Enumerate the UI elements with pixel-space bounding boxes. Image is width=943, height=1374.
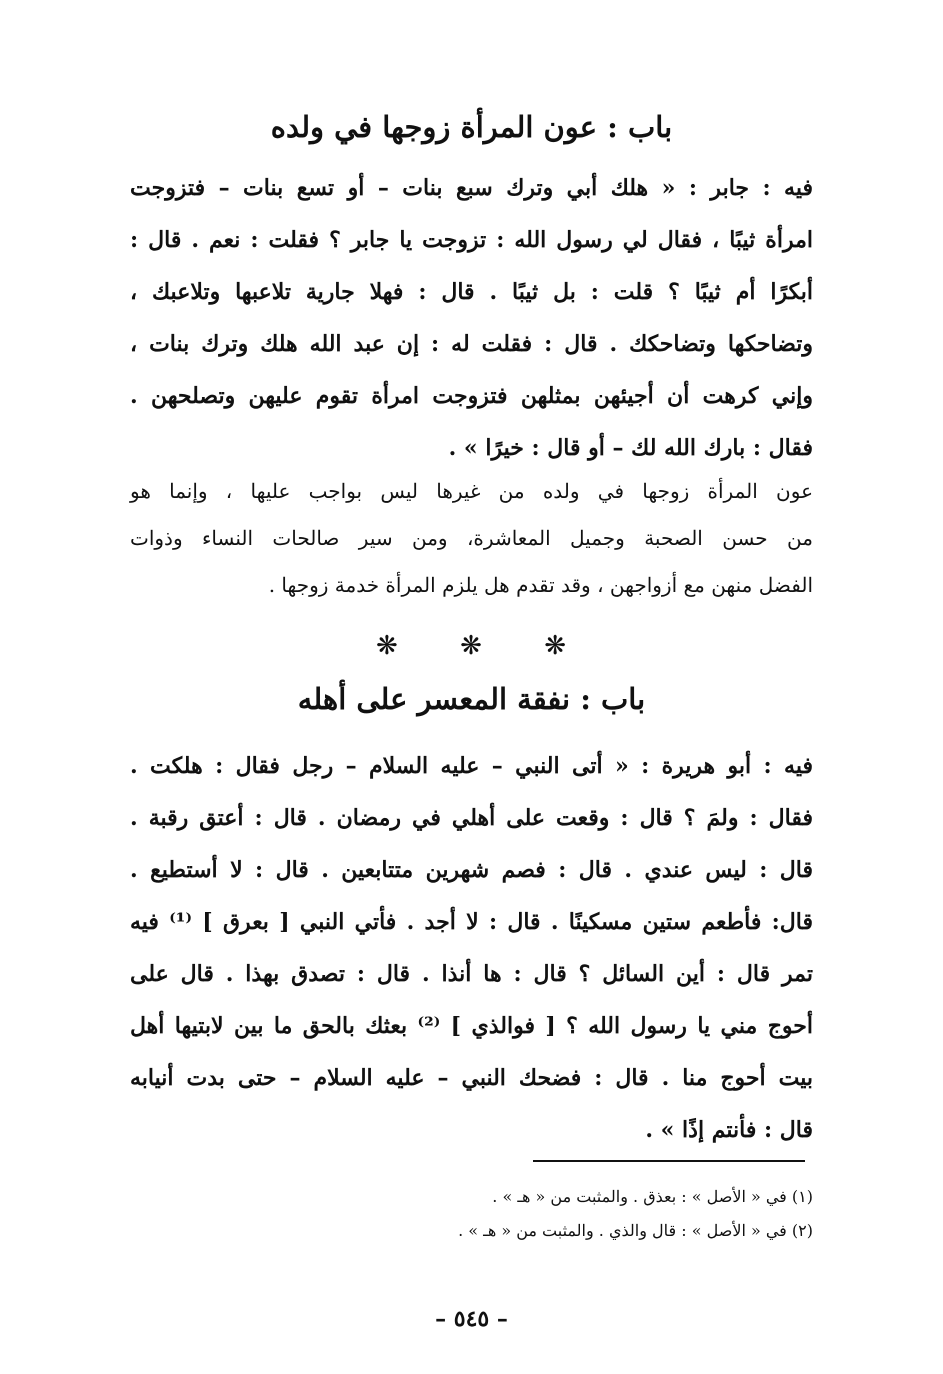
text-line: أبكرًا أم ثيبًا ؟ قلت : بل ثيبًا . قال : فهلا جارية تلاعبها وتلاعبك ، xyxy=(130,279,813,305)
text-line: قال : فأنتم إذًا » . xyxy=(645,1117,813,1143)
footnotes xyxy=(330,1180,813,1248)
text-line: عون المرأة زوجها في ولده من غيرها ليس بواجب عليها ، وإنما هو xyxy=(130,479,813,503)
footnote-1: (١) في « الأصل » : بعذق . والمثبت من « هـ » . xyxy=(492,1187,813,1206)
asterisk-icon: ❋ xyxy=(544,631,566,661)
text-line: وتضاحكها وتضاحكك . قال : فقلت له : إن عبد الله هلك وترك بنات ، xyxy=(130,331,813,357)
hadith-block-1 xyxy=(130,162,813,474)
text-line: تمر قال : أين السائل ؟ قال : ها أنذا . قال : تصدق بهذا . قال على xyxy=(130,961,813,987)
section-title-1: باب : عون المرأة زوجها في ولده xyxy=(270,110,673,144)
footnote-2: (٢) في « الأصل » : قال والذي . والمثبت من « هـ » . xyxy=(458,1221,813,1240)
text-line: بيت أحوج منا . قال : فضحك النبي – عليه السلام – حتى بدت أنيابه xyxy=(130,1065,813,1091)
page-number: – ٥٤٥ – xyxy=(435,1306,508,1332)
hadith-block-2 xyxy=(130,740,813,1156)
text-line: قال: فأطعم ستين مسكينًا . قال : لا أجد . فأتي النبي [ بعرق ] ⁽¹⁾ فيه xyxy=(130,909,813,935)
text-line: وإني كرهت أن أجيئهن بمثلهن فتزوجت امرأة تقوم عليهن وتصلحهن . xyxy=(130,383,813,409)
text-line: امرأة ثيبًا ، فقال لي رسول الله : تزوجت يا جابر ؟ فقلت : نعم . قال : xyxy=(130,227,813,253)
section-title-2: باب : نفقة المعسر على أهله xyxy=(297,682,646,716)
text-line: من حسن الصحبة وجميل المعاشرة، ومن سير صالحات النساء وذوات xyxy=(130,526,813,550)
text-line: الفضل منهن مع أزواجهن ، وقد تقدم هل يلزم المرأة خدمة زوجها . xyxy=(268,573,813,597)
text-line: قال : ليس عندي . قال : فصم شهرين متتابعين . قال : لا أستطيع . xyxy=(130,857,813,883)
text-line: أحوج مني يا رسول الله ؟ [ فوالذي ] ⁽²⁾ بعثك بالحق ما بين لابتيها أهل xyxy=(130,1013,813,1039)
commentary-block-1 xyxy=(130,468,813,609)
text-line: فيه : أبو هريرة : « أتى النبي – عليه السلام – رجل فقال : هلكت . xyxy=(130,753,813,779)
asterisk-icon: ❋ xyxy=(376,631,398,661)
asterisk-icon: ❋ xyxy=(460,631,482,661)
text-line: فقال : ولمَ ؟ قال : وقعت على أهلي في رمضان . قال : أعتق رقبة . xyxy=(130,805,813,831)
text-line: فيه : جابر : « هلك أبي وترك سبع بنات – أو تسع بنات – فتزوجت xyxy=(130,175,813,201)
section-separator xyxy=(376,628,566,664)
text-line: فقال : بارك الله لك – أو قال : خيرًا » . xyxy=(448,435,813,461)
footnote-divider xyxy=(533,1160,805,1162)
